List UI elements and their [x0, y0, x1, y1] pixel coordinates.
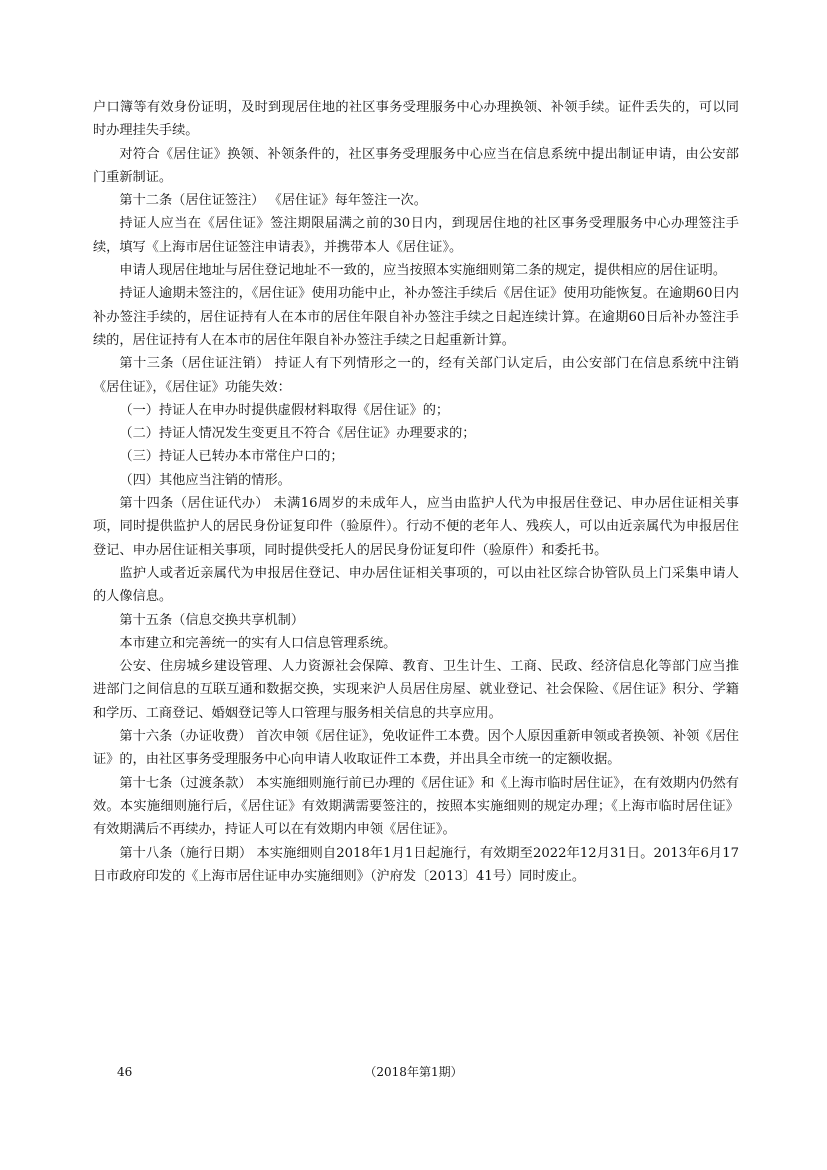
article-heading-18: 第十八条（施行日期） 本实施细则自2018年1月1日起施行，有效期至2022年12月31日。2013年6月17日市政府印发的《上海市居住证申办实施细则》（沪府发〔2013〕41号）同时废止。: [93, 845, 739, 884]
paragraph: 对符合《居住证》换领、补领条件的，社区事务受理服务中心应当在信息系统中提出制证申请，由公安部门重新制证。: [93, 146, 739, 185]
article-heading-12: 第十二条（居住证签注） 《居住证》每年签注一次。: [119, 193, 427, 209]
page-number: 46: [117, 1065, 133, 1079]
paragraph: 公安、住房城乡建设管理、人力资源社会保障、教育、卫生计生、工商、民政、经济信息化等部门应当推进部门之间信息的互联互通和数据交换，实现来沪人员居住房屋、就业登记、社会保险、《居住证》积分、学籍和学历、工商登记、婚姻登记等人口管理与服务相关信息的共享应用。: [93, 659, 739, 721]
paragraph: 户口簿等有效身份证明，及时到现居住地的社区事务受理服务中心办理换领、补领手续。证件丢失的，可以同时办理挂失手续。: [93, 100, 739, 139]
paragraph: 监护人或者近亲属代为申报居住登记、申办居住证相关事项的，可以由社区综合协管队员上门采集申请人的人像信息。: [93, 565, 739, 605]
list-item: （四）其他应当注销的情形。: [119, 472, 291, 488]
issue-label: （2018年第1期）: [364, 1065, 463, 1079]
paragraph: 持证人逾期未签注的，《居住证》使用功能中止，补办签注手续后《居住证》使用功能恢复。在逾期60日内补办签注手续的，居住证持有人在本市的居住年限自补办签注手续之日起连续计算。在逾期60日后补办签注手续的，居住证持有人在本市的居住年限自补办签注手续之日起重新计算。: [93, 286, 739, 348]
article-heading-17: 第十七条（过渡条款） 本实施细则施行前已办理的《居住证》和《上海市临时居住证》，在有效期内仍然有效。本实施细则施行后，《居住证》有效期满需要签注的，按照本实施细则的规定办理；《上海市临时居住证》有效期满后不再续办，持证人可以在有效期内申领《居住证》。: [93, 775, 739, 838]
paragraph: 申请人现居住地址与居住登记地址不一致的，应当按照本实施细则第二条的规定，提供相应的居住证明。: [119, 263, 727, 279]
article-heading-14: 第十四条（居住证代办） 未满16周岁的未成年人，应当由监护人代为申报居住登记、申办居住证相关事项，同时提供监护人的居民身份证复印件（验原件）。行动不便的老年人、残疾人，可以由近亲属代为申报居住登记、申办居住证相关事项，同时提供受托人的居民身份证复印件（验原件）和委托书。: [93, 496, 739, 558]
paragraph: 本市建立和完善统一的实有人口信息管理系统。: [119, 635, 397, 651]
list-item: （二）持证人情况发生变更且不符合《居住证》办理要求的；: [119, 426, 476, 442]
article-heading-15: 第十五条（信息交换共享机制）: [119, 612, 305, 628]
article-heading-13: 第十三条（居住证注销） 持证人有下列情形之一的，经有关部门认定后，由公安部门在信息系统中注销《居住证》，《居住证》功能失效：: [93, 356, 739, 395]
body-text: [93, 96, 739, 888]
list-item: （一）持证人在申办时提供虚假材料取得《居住证》的；: [119, 402, 450, 418]
list-item: （三）持证人已转办本市常住户口的；: [119, 449, 344, 465]
article-heading-16: 第十六条（办证收费） 首次申领《居住证》，免收证件工本费。因个人原因重新申领或者换领、补领《居住证》的，由社区事务受理服务中心向申请人收取证件工本费，并出具全市统一的定额收据。: [93, 729, 739, 768]
paragraph: 持证人应当在《居住证》签注期限届满之前的30日内，到现居住地的社区事务受理服务中心办理签注手续，填写《上海市居住证签注申请表》，并携带本人《居住证》。: [93, 216, 739, 255]
